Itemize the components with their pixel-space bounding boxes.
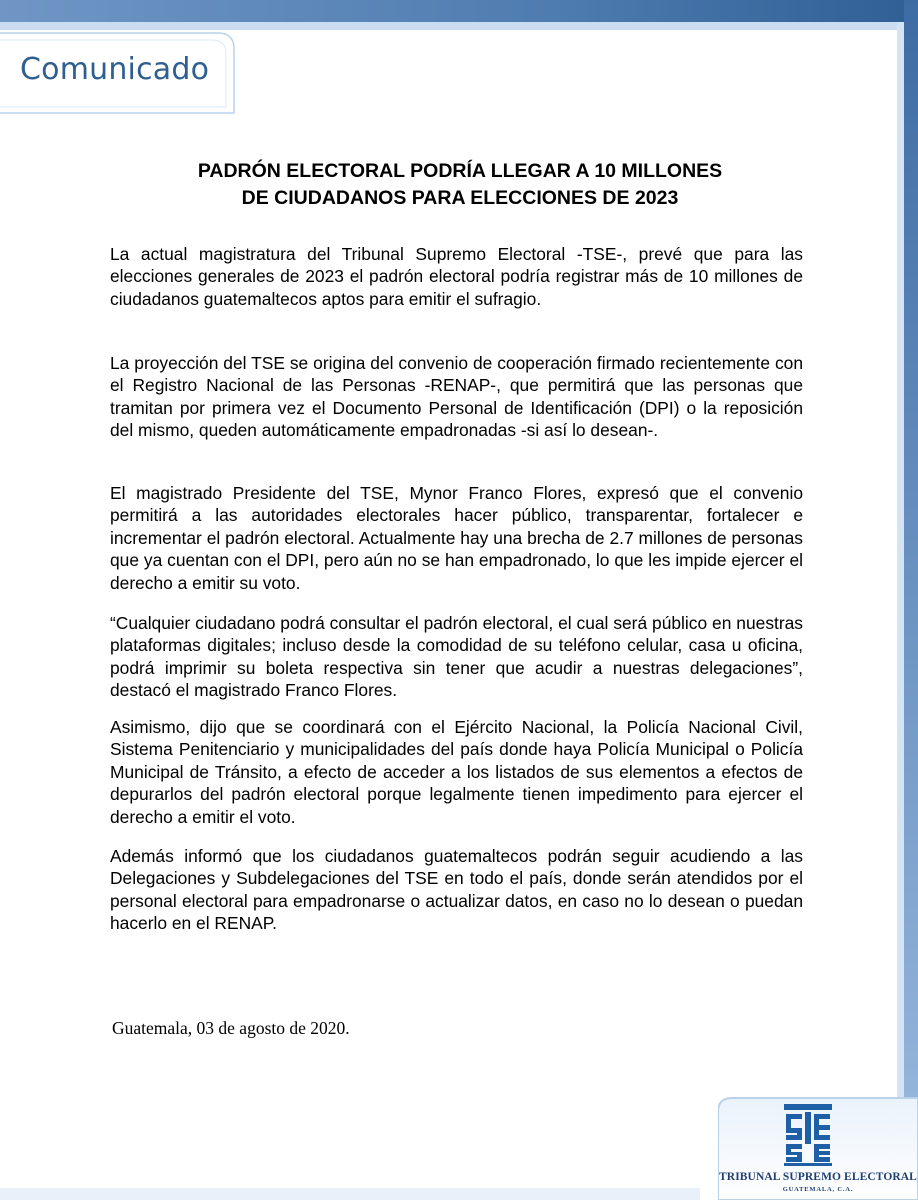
logo-name: TRIBUNAL SUPREMO ELECTORAL bbox=[719, 1171, 917, 1183]
date-line: Guatemala, 03 de agosto de 2020. bbox=[112, 1018, 350, 1038]
paragraph-5: Asimismo, dijo que se coordinará con el Ejército Nacional, la Policía Nacional Civil, Sistema Penitenciario y municipalidades del país donde haya Policía Municipal o Policía Municipal de Tránsito, a efecto de acceder a los listados de sus elementos a efectos de depurarlos del padrón electoral porque legalmente tienen impedimento para ejercer el derecho a emitir el voto. bbox=[110, 717, 803, 827]
headline-line-1: PADRÓN ELECTORAL PODRÍA LLEGAR A 10 MILLONES bbox=[197, 160, 723, 182]
paragraph-6: Además informó que los ciudadanos guatemaltecos podrán seguir acudiendo a las Delegaciones y Subdelegaciones del TSE en todo el país, donde serán atendidos por el personal electoral para empadronarse o actualizar datos, en caso no lo desean o puedan hacerlo en el RENAP. bbox=[110, 846, 803, 934]
communique-header: Comunicado bbox=[20, 52, 210, 87]
logo-subtitle: GUATEMALA, C.A. bbox=[782, 1186, 854, 1193]
paragraph-3: El magistrado Presidente del TSE, Mynor Franco Flores, expresó que el convenio permitirá a las autoridades electorales hacer público, transparentar, fortalecer e incrementar el padrón electoral. Actualmente hay una brecha de 2.7 millones de personas que ya cuentan con el DPI, pero aún no se han empadronado, lo que les impide ejercer el derecho a emitir su voto. bbox=[110, 483, 803, 593]
tse-emblem-icon bbox=[780, 1102, 836, 1166]
paragraph-4: “Cualquier ciudadano podrá consultar el padrón electoral, el cual será público en nuestras plataformas digitales; incluso desde la comodidad de su teléfono celular, casa u oficina, podrá imprimir su boleta respectiva sin tener que acudir a nuestras delegaciones”, destacó el magistrado Franco Flores. bbox=[110, 613, 803, 701]
headline-line-2: DE CIUDADANOS PARA ELECCIONES DE 2023 bbox=[241, 187, 679, 209]
headline bbox=[80, 158, 840, 212]
paragraph-1: La actual magistratura del Tribunal Supremo Electoral -TSE-, prevé que para las elecciones generales de 2023 el padrón electoral podría registrar más de 10 millones de ciudadanos guatemaltecos aptos para emitir el sufragio. bbox=[110, 244, 803, 309]
paragraph-2: La proyección del TSE se origina del convenio de cooperación firmado recientemente con el Registro Nacional de las Personas -RENAP-, que permitirá que las personas que tramitan por primera vez el Documento Personal de Identificación (DPI) o la reposición del mismo, queden automáticamente empadronadas -si así lo desean-. bbox=[110, 353, 803, 441]
